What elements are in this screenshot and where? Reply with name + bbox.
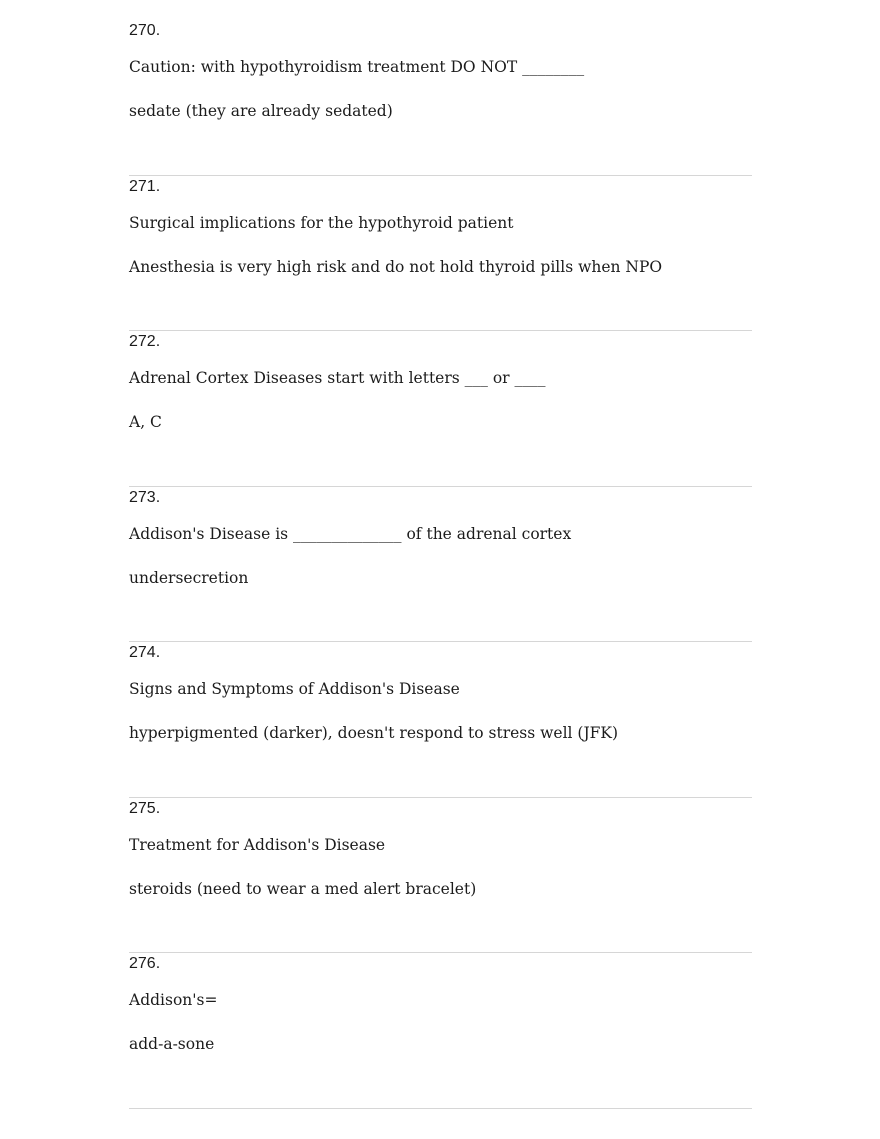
flashcard (129, 487, 752, 643)
card-number: 272. (129, 333, 161, 350)
flashcard-list (129, 20, 752, 1109)
card-definition: add-a-sone (129, 1035, 215, 1053)
card-term: Addison's Disease is ______________ of the adrenal cortex (129, 524, 572, 543)
card-definition: undersecretion (129, 568, 249, 587)
card-number: 273. (129, 488, 161, 506)
flashcard (129, 953, 752, 1109)
card-definition: A, C (129, 413, 162, 431)
card-definition: hyperpigmented (darker), doesn't respond to stress well (JFK) (129, 724, 619, 742)
card-number: 270. (129, 22, 161, 39)
card-definition: Anesthesia is very high risk and do not hold thyroid pills when NPO (129, 257, 663, 276)
card-term: Adrenal Cortex Diseases start with letters ___ or ____ (129, 369, 546, 387)
card-term: Signs and Symptoms of Addison's Disease (129, 680, 460, 698)
card-number: 275. (129, 799, 161, 817)
card-definition: sedate (they are already sedated) (129, 102, 393, 120)
flashcard (129, 20, 752, 176)
card-number: 271. (129, 177, 161, 195)
card-term: Addison's= (129, 991, 218, 1009)
flashcard (129, 798, 752, 954)
card-term: Caution: with hypothyroidism treatment DO NOT ________ (129, 58, 585, 76)
card-number: 274. (129, 644, 161, 661)
flashcard (129, 642, 752, 798)
card-number: 276. (129, 955, 161, 972)
card-definition: steroids (need to wear a med alert bracelet) (129, 879, 477, 898)
flashcard (129, 176, 752, 332)
flashcard (129, 331, 752, 487)
card-term: Surgical implications for the hypothyroid patient (129, 213, 514, 232)
card-term: Treatment for Addison's Disease (129, 835, 386, 854)
